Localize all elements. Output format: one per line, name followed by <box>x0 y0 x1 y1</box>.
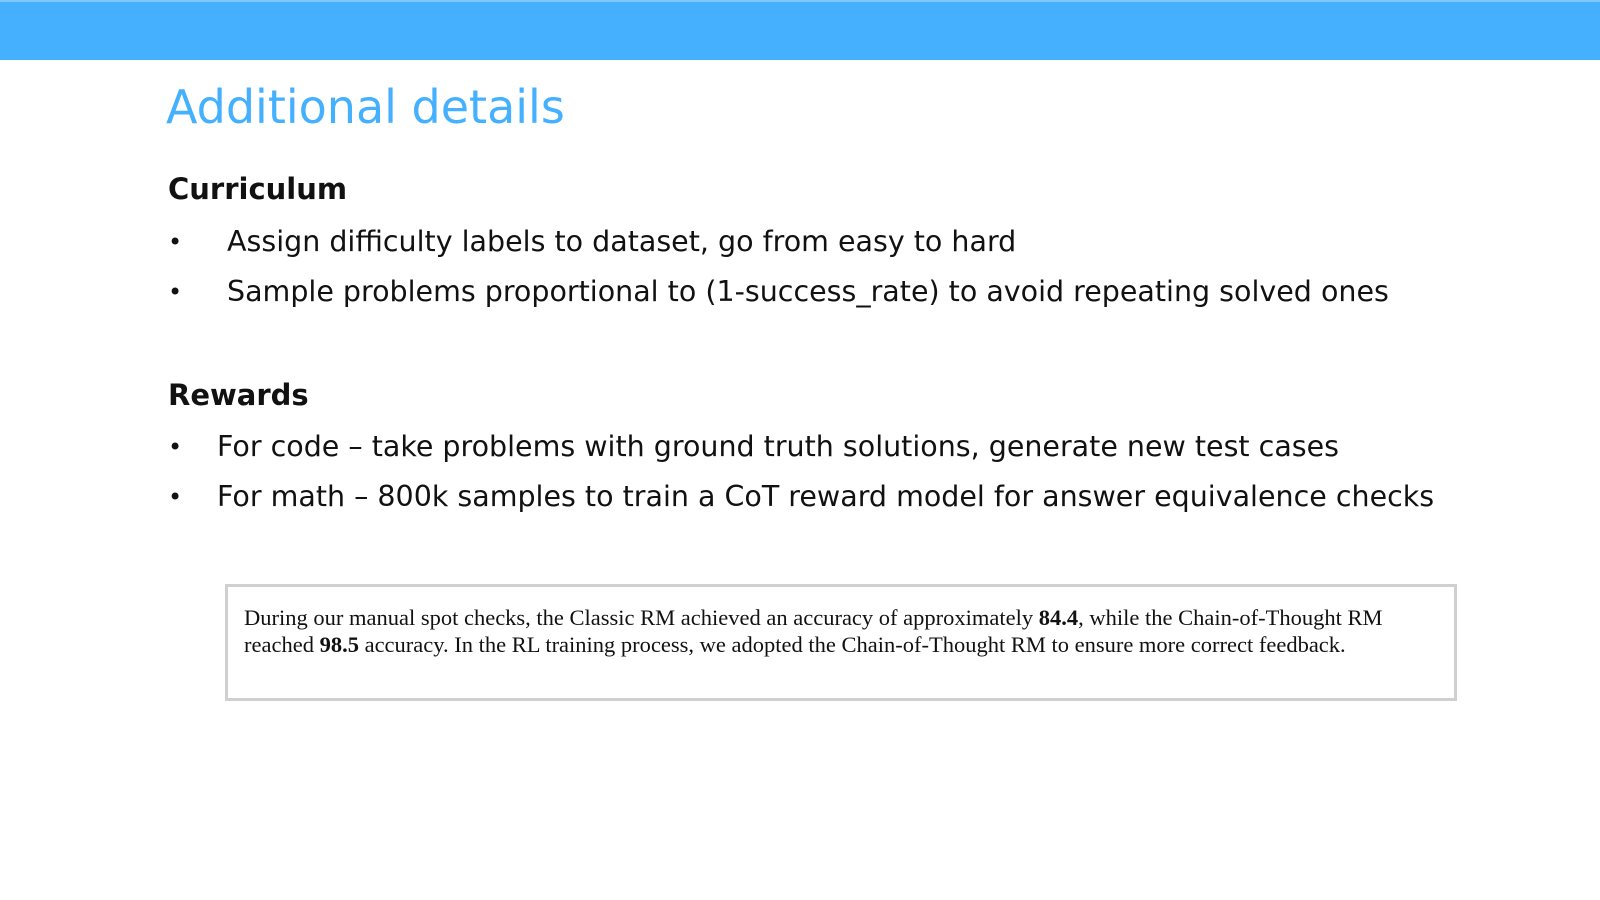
slide-title: Additional details <box>166 80 565 134</box>
top-banner <box>0 0 1600 60</box>
quote-box <box>225 584 1457 701</box>
bullet-icon: • <box>168 433 183 461</box>
quote-text <box>244 604 1440 658</box>
curriculum-bullet-text: Sample problems proportional to (1-success_rate) to avoid repeating solved ones <box>227 275 1389 308</box>
bullet-icon: • <box>168 483 183 511</box>
rewards-bullet-text: For code – take problems with ground truth solutions, generate new test cases <box>217 430 1340 463</box>
classic-rm-accuracy-value: 84.4 <box>1038 605 1079 630</box>
quote-text-part: During our manual spot checks, the Classic RM achieved an accuracy of approximately <box>244 605 1039 630</box>
bullet-icon: • <box>168 228 183 256</box>
cot-rm-accuracy-value: 98.5 <box>319 632 359 657</box>
bullet-icon: • <box>168 278 183 306</box>
curriculum-heading: Curriculum <box>168 172 348 206</box>
rewards-heading: Rewards <box>168 378 309 412</box>
rewards-bullet-text: For math – 800k samples to train a CoT reward model for answer equivalence checks <box>217 480 1435 513</box>
curriculum-bullet-text: Assign difficulty labels to dataset, go from easy to hard <box>227 225 1017 258</box>
quote-text-part: accuracy. In the RL training process, we adopted the Chain-of-Thought RM to ensure more correct feedback. <box>358 632 1346 657</box>
quote-text-part: , while the Chain-of-Thought RM reached <box>244 605 1383 657</box>
